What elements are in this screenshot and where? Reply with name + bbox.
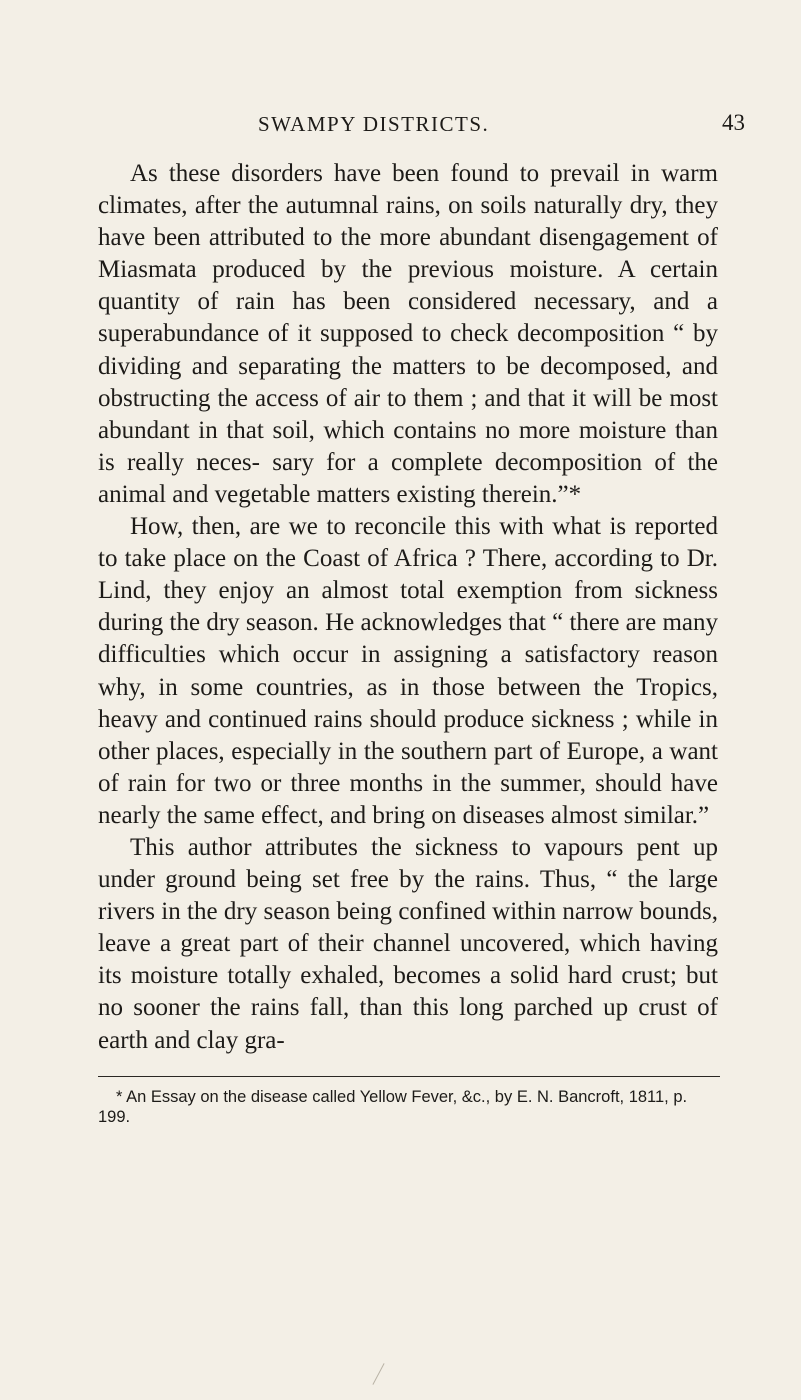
paragraph-1: As these disorders have been found to prevail in warm climates, after the autumnal rains, on soils naturally dry, they have been attributed to the more abundant disengagement of Miasmata produced by the previous moisture. A certain quantity of rain has been considered necessary, and a superabundance of it supposed to check decomposition “ by dividing and separating the matters to be decomposed, and obstructing the access of air to them ; and that it will be most abundant in that soil, which contains no more moisture than is really neces- sary for a complete decomposition of the animal and vegetable matters existing therein.”*: [98, 160, 718, 508]
footnote-rule: [98, 1076, 720, 1077]
page-number: 43: [722, 110, 745, 135]
pencil-mark: [372, 1363, 384, 1385]
paragraph-2: How, then, are we to reconcile this with what is reported to take place on the Coast of Africa ? There, according to Dr. Lind, they enjoy an almost total exemption from sickness during the dry season. He acknowledges that “ there are many difficulties which occur in assigning a satisfactory reason why, in some countries, as in those between the Tropics, heavy and continued rains should produce sickness ; while in other places, especially in the southern part of Europe, a want of rain for two or three months in the summer, should have nearly the same effect, and bring on diseases almost similar.”: [98, 513, 718, 829]
paragraph-3: This author attributes the sickness to vapours pent up under ground being set free by the rains. Thus, “ the large rivers in the dry season being confined within narrow bounds, leave a great part of their channel uncovered, which having its moisture totally exhaled, becomes a solid hard crust; but no sooner the rains fall, than this long parched up crust of earth and clay gra-: [98, 833, 718, 1054]
body-text: [98, 158, 718, 1057]
footnote: * An Essay on the disease called Yellow Fever, &c., by E. N. Bancroft, 1811, p. 199.: [98, 1088, 688, 1126]
running-head: SWAMPY DISTRICTS.: [258, 112, 490, 136]
